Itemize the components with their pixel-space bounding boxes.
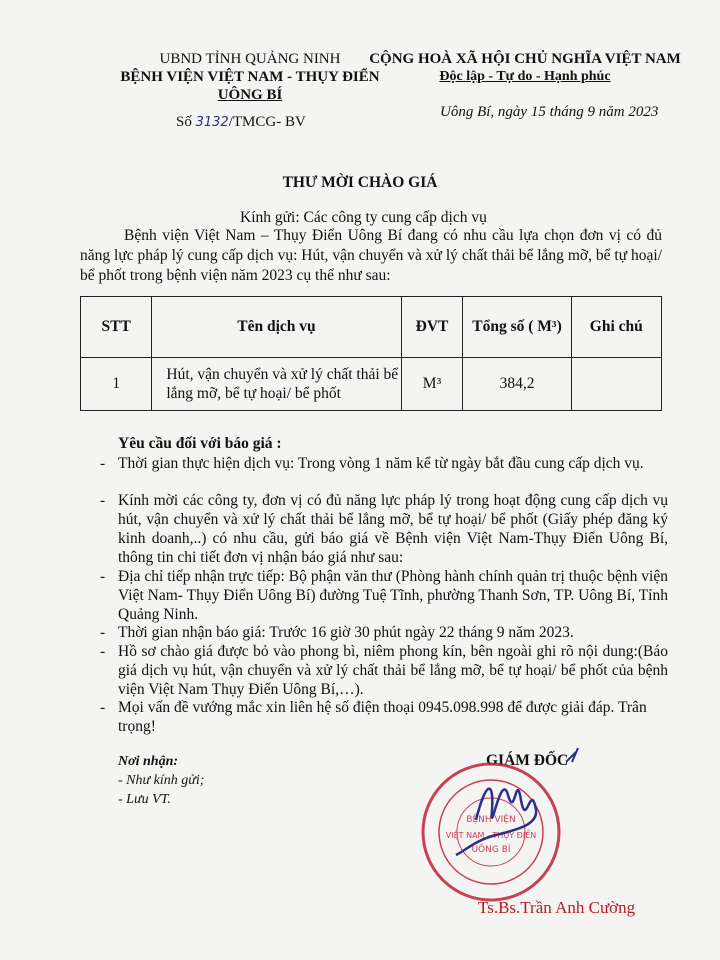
col-service-name: Tên dịch vụ [152, 297, 401, 358]
svg-text:BỆNH VIỆN: BỆNH VIỆN [466, 815, 516, 825]
svg-text:VIỆT NAM - THỤY ĐIỂN: VIỆT NAM - THỤY ĐIỂN [445, 831, 537, 840]
hospital-name: BỆNH VIỆN VIỆT NAM - THỤY ĐIỂN [120, 69, 380, 85]
list-item: - Thời gian thực hiện dịch vụ: Trong vòng 1 năm kể từ ngày bắt đầu cung cấp dịch vụ. [100, 455, 644, 472]
recipients-block [118, 752, 204, 809]
province-name: UBND TỈNH QUẢNG NINH [159, 51, 341, 67]
national-title: CỘNG HOÀ XÃ HỘI CHỦ NGHĨA VIỆT NAM [369, 51, 681, 67]
cell-stt: 1 [81, 358, 152, 411]
hospital-city: UÔNG BÍ [217, 87, 283, 103]
requirement-text: Kính mời các công ty, đơn vị có đủ năng lực pháp lý trong hoạt động cung cấp dịch vụ hút, vận chuyển và xử lý chất thải bể lắng mỡ, bể tự hoại/ bể phốt (Giấy phép đăng ký kinh doanh,..) có nhu cầu, gửi báo giá về Bệnh viện Việt Nam-Thụy Điển Uông Bí, thông tin chi tiết đơn vị nhận báo giá như sau: [118, 492, 668, 566]
requirement-text: Thời gian thực hiện dịch vụ: Trong vòng 1 năm kể từ ngày bắt đầu cung cấp dịch vụ. [118, 455, 644, 472]
doc-no-handwritten: 3132 [195, 115, 229, 130]
cell-note [571, 358, 661, 411]
requirement-text: Thời gian nhận báo giá: Trước 16 giờ 30 phút ngày 22 tháng 9 năm 2023. [118, 624, 574, 641]
svg-text:UÔNG BÍ: UÔNG BÍ [471, 845, 511, 855]
list-item: - Mọi vấn đề vướng mắc xin liên hệ số điện thoại 0945.098.998 để được giải đáp. Trân trọng! [100, 699, 647, 735]
document-number [176, 114, 306, 131]
requirement-text: Hồ sơ chào giá được bỏ vào phong bì, niêm phong kín, bên ngoài ghi rõ nội dung:(Báo giá dịch vụ hút, vận chuyển và xử lý chất thải bể lắng mỡ, bể tự hoại/ bể phốt của bệnh viện Việt Nam Thụy Điển Uông Bí,…). [118, 643, 668, 698]
requirements-title: Yêu cầu đối với báo giá : [118, 435, 282, 452]
cell-service-name: Hút, vận chuyển và xử lý chất thải bể lắng mỡ, bể tự hoại/ bể phốt [152, 358, 401, 411]
cell-unit: M³ [401, 358, 463, 411]
table-row [81, 358, 662, 411]
requirement-text: Địa chỉ tiếp nhận trực tiếp: Bộ phận văn thư (Phòng hành chính quản trị thuộc bệnh viện Việt Nam- Thụy Điển Uông Bí) đường Tuệ Tĩnh, phường Thanh Sơn, TP. Uông Bí, Tỉnh Quảng Ninh. [118, 568, 668, 623]
list-item: - Hồ sơ chào giá được bỏ vào phong bì, niêm phong kín, bên ngoài ghi rõ nội dung:(Báo giá dịch vụ hút, vận chuyển và xử lý chất thải bể lắng mỡ, bể tự hoại/ bể phốt của bệnh viện Việt Nam Thụy Điển Uông Bí,…). [100, 643, 668, 698]
greeting: Kính gửi: Các công ty cung cấp dịch vụ [240, 209, 487, 226]
col-stt: STT [81, 297, 152, 358]
page-title: THƯ MỜI CHÀO GIÁ [282, 174, 438, 191]
recipient-item: - Như kính gửi; [118, 773, 205, 788]
header-left [100, 50, 400, 104]
document-date: Uông Bí, ngày 15 tháng 9 năm 2023 [440, 104, 659, 120]
header-right [360, 50, 690, 86]
official-stamp-icon [396, 740, 696, 910]
recipient-item: - Lưu VT. [118, 792, 171, 807]
list-item: - Địa chỉ tiếp nhận trực tiếp: Bộ phận văn thư (Phòng hành chính quản trị thuộc bệnh viện Việt Nam- Thụy Điển Uông Bí) đường Tuệ Tĩnh, phường Thanh Sơn, TP. Uông Bí, Tỉnh Quảng Ninh. [100, 568, 668, 623]
table-header-row [81, 297, 662, 358]
intro-paragraph: Bệnh viện Việt Nam – Thụy Điển Uông Bí đang có nhu cầu lựa chọn đơn vị có đủ năng lực pháp lý cung cấp dịch vụ: Hút, vận chuyển và xử lý chất thải bể lắng mỡ, bể tự hoại/ bể phốt trong bệnh viện năm 2023 cụ thể như sau: [80, 227, 662, 284]
signatory-role: GIÁM ĐỐC [486, 752, 569, 769]
list-item: - Kính mời các công ty, đơn vị có đủ năng lực pháp lý trong hoạt động cung cấp dịch vụ hút, vận chuyển và xử lý chất thải bể lắng mỡ, bể tự hoại/ bể phốt (Giấy phép đăng ký kinh doanh,..) có nhu cầu, gửi báo giá về Bệnh viện Việt Nam-Thụy Điển Uông Bí, thông tin chi tiết đơn vị nhận báo giá như sau: [100, 492, 668, 566]
signatory-name: Ts.Bs.Trần Anh Cường [478, 898, 636, 917]
col-total: Tổng số ( M³) [463, 297, 571, 358]
list-item: - Thời gian nhận báo giá: Trước 16 giờ 30 phút ngày 22 tháng 9 năm 2023. [100, 624, 574, 641]
requirement-text: Mọi vấn đề vướng mắc xin liên hệ số điện thoại 0945.098.998 để được giải đáp. Trân trọng! [118, 699, 647, 735]
national-motto: Độc lập - Tự do - Hạnh phúc [439, 69, 611, 84]
cell-total: 384,2 [463, 358, 571, 411]
col-unit: ĐVT [401, 297, 463, 358]
recipients-title: Nơi nhận: [118, 754, 179, 769]
doc-no-suffix: /TMCG- BV [228, 114, 306, 130]
doc-no-prefix: Số [176, 114, 192, 130]
service-table [80, 296, 662, 411]
col-note: Ghi chú [571, 297, 661, 358]
